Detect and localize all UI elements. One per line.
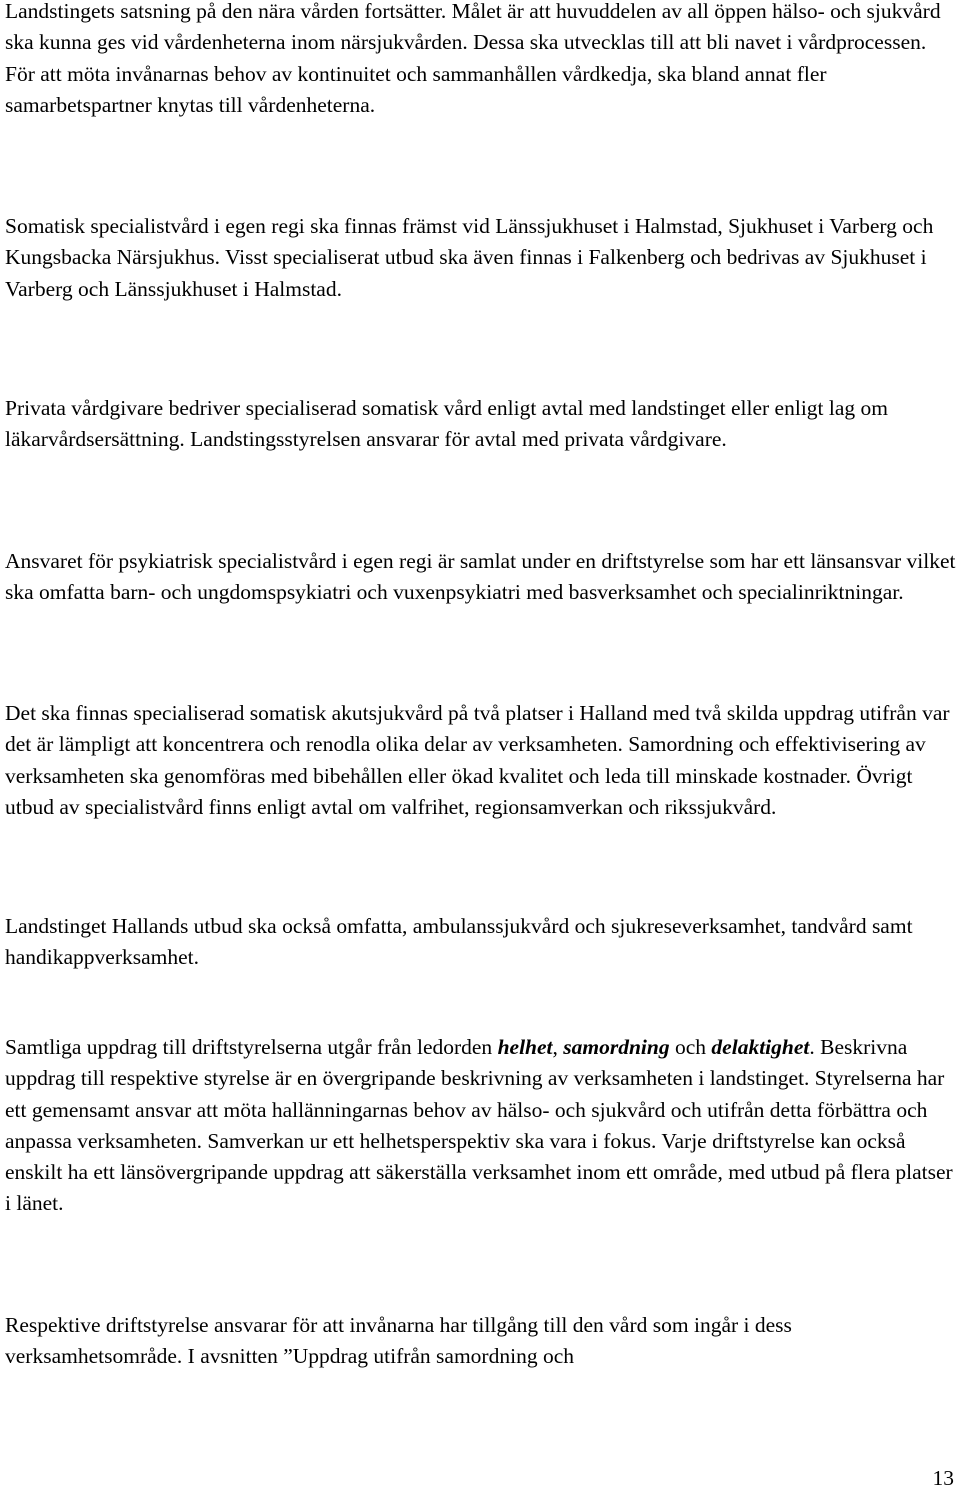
paragraph-vardenheter: Landstingets satsning på den nära vården fortsätter. Målet är att huvuddelen av all öppen hälso- och sjukvård ska kunna ges vid vårdenheterna inom närsjukvården. Dessa ska utvecklas till att bli navet i vårdprocessen. För att möta invånarnas behov av kontinuitet och sammanhållen vårdkedja, ska bland annat fler samarbetspartner knytas till vårdenheterna. <box>5 0 941 117</box>
keyword-conjunction: och <box>675 1035 707 1059</box>
page-number: 13 <box>932 1466 954 1490</box>
keyword-helhet: helhet <box>497 1035 553 1059</box>
paragraph-somatisk-specialistvard: Somatisk specialistvård i egen regi ska finnas främst vid Länssjukhuset i Halmstad, Sjukhuset i Varberg och Kungsbacka Närsjukhus. Visst specialiserat utbud ska även finnas i Falkenberg och bedrivas av Sjukhuset i Varberg och Länssjukhuset i Halmstad. <box>5 214 934 301</box>
paragraph-psykiatrisk-specialistvard: Ansvaret för psykiatrisk specialistvård i egen regi är samlat under en driftstyrelse som har ett länsansvar vilket ska omfatta barn- och ungdomspsykiatri och vuxenpsykiatri med basverksamhet och specialinriktningar. <box>5 549 956 605</box>
keyword-delaktighet: delaktighet <box>711 1035 810 1059</box>
paragraph-akutsjukvard: Det ska finnas specialiserad somatisk akutsjukvård på två platser i Halland med två skilda uppdrag utifrån var det är lämpligt att koncentrera och renodla olika delar av verksamheten. Samordning och effektivisering av verksamheten ska genomföras med bibehållen eller ökad kvalitet och leda till minskade kostnader. Övrigt utbud av specialistvård finns enligt avtal om valfrihet, regionsamverkan och rikssjukvård. <box>5 701 950 819</box>
paragraph-utbud: Landstinget Hallands utbud ska också omfatta, ambulanssjukvård och sjukreseverksamhet, tandvård samt handikappverksamhet. <box>5 914 913 970</box>
paragraph-ledorden <box>5 1032 957 1220</box>
paragraph-driftstyrelse-ansvar: Respektive driftstyrelse ansvarar för att invånarna har tillgång till den vård som ingår i dess verksamhetsområde. I avsnitten ”Uppdrag utifrån samordning och <box>5 1313 792 1369</box>
ledorden-rest: . Beskrivna uppdrag till respektive styrelse är en övergripande beskrivning av verksamheten i landstinget. Styrelserna har ett gemensamt ansvar att möta hallänningarnas behov av hälso- och sjukvård och utifrån detta förbättra och anpassa verksamheten. Samverkan ur ett helhetsperspektiv ska vara i fokus. Varje driftstyrelse kan också enskilt ha ett länsövergripande uppdrag att säkerställa verksamhet inom ett område, med utbud på flera platser i länet. <box>5 1035 953 1216</box>
paragraph-privata-vardgivare: Privata vårdgivare bedriver specialiserad somatisk vård enligt avtal med landstinget eller enligt lag om läkarvårdsersättning. Landstingsstyrelsen ansvarar för avtal med privata vårdgivare. <box>5 396 889 452</box>
ledorden-intro: Samtliga uppdrag till driftstyrelserna utgår från ledorden <box>5 1035 493 1059</box>
keyword-samordning: samordning <box>563 1035 670 1059</box>
keyword-separator: , <box>552 1035 558 1059</box>
